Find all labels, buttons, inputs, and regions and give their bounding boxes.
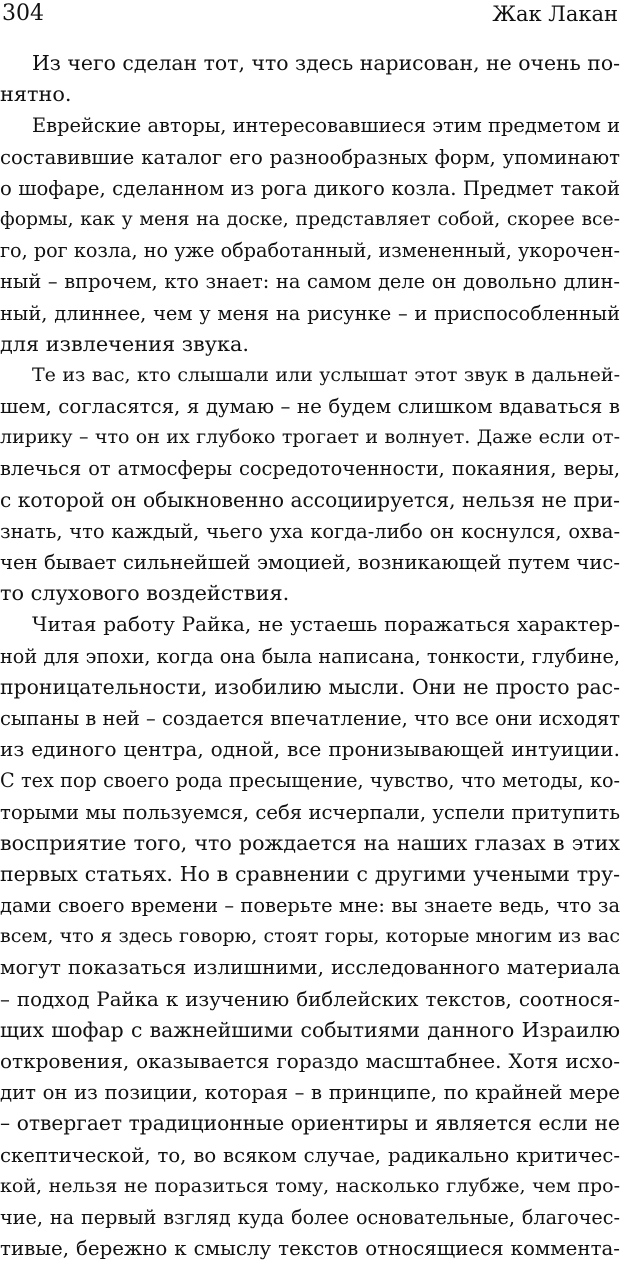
text-line: С тех пор своего рода пресыщение, чувство, что методы, ко- — [0, 769, 620, 793]
text-line: лирику – что он их глубоко трогает и волнует. Даже если от- — [0, 426, 620, 449]
text-line: составившие каталог его разнообразных форм, упоминают — [0, 145, 620, 169]
body-text — [0, 48, 620, 1264]
text-line: шем, согласятся, я думаю – не будем слишком вдаваться в — [0, 395, 620, 419]
text-line: нятно. — [0, 82, 72, 107]
text-line: тивые, бережно к смыслу текстов относящиеся коммента- — [0, 1237, 620, 1261]
text-line: – отвергает традиционные ориентиры и является если не — [0, 1111, 620, 1136]
text-line: ный, длиннее, чем у меня на рисунке – и приспособленный — [0, 301, 620, 325]
text-line: чен бывает сильнейшей эмоцией, возникающей путем чис- — [0, 551, 620, 574]
text-line: то слухового воздействия. — [0, 581, 290, 606]
page-header — [0, 0, 620, 30]
text-line: кой, нельзя не поразиться тому, насколько глубже, чем про- — [0, 1174, 620, 1197]
text-line: проницательности, изобилию мысли. Они не просто рас- — [0, 674, 620, 699]
text-line: о шофаре, сделанном из рога дикого козла. Предмет такой — [0, 176, 620, 200]
text-line: знать, что каждый, чьего уха когда-либо он коснулся, охва- — [0, 519, 620, 543]
text-line: откровения, оказывается гораздо масштабнее. Хотя исхо- — [0, 1049, 620, 1073]
text-line: первых статьях. Но в сравнении с другими учеными тру- — [0, 861, 620, 886]
text-line: дит он из позиции, которая – в принципе, по крайней мере — [0, 1081, 620, 1105]
text-line: ной для эпохи, когда она была написана, тонкости, глубине, — [0, 644, 620, 668]
text-line: сыпаны в ней – создается впечатление, что все они исходят — [0, 706, 620, 730]
text-line: восприятие того, что рождается на наших глазах в этих — [0, 830, 620, 855]
text-line: Еврейские авторы, интересовавшиеся этим предметом и — [32, 114, 620, 138]
page-number: 304 — [2, 1, 44, 26]
text-line: го, рог козла, но уже обработанный, измененный, укорочен- — [0, 239, 620, 263]
text-line: скептической, то, во всяком случае, радикально критичес- — [0, 1143, 620, 1167]
text-line: с которой он обыкновенно ассоциируется, нельзя не при- — [0, 487, 620, 512]
text-line: для извлечения звука. — [0, 331, 249, 356]
text-line: всем, что я здесь говорю, стоят горы, которые многим из вас — [0, 925, 620, 948]
text-line: влечься от атмосферы сосредоточенности, покаяния, веры, — [0, 457, 620, 481]
text-line: ный – впрочем, кто знает: на самом деле он довольно длин- — [0, 270, 620, 294]
text-line: чие, на первый взгляд куда более основательные, благочес- — [0, 1205, 620, 1229]
running-head-author: Жак Лакан — [492, 2, 618, 26]
text-line: торыми мы пользуемся, себя исчерпали, успели притупить — [0, 800, 620, 824]
text-line: Те из вас, кто слышали или услышат этот звук в дальней- — [32, 363, 620, 386]
text-line: дами своего времени – поверьте мне: вы знаете ведь, что за — [0, 894, 620, 918]
text-line: из единого центра, одной, все пронизывающей интуиции. — [0, 737, 620, 762]
text-line: – подход Райка к изучению библейских текстов, соотнося- — [0, 987, 620, 1011]
text-line: Читая работу Райка, не устаешь поражаться характер- — [32, 612, 620, 637]
text-line: могут показаться излишними, исследованного материала — [0, 955, 620, 980]
text-line: формы, как у меня на доске, представляет собой, скорее все- — [0, 208, 620, 230]
text-line: Из чего сделан тот, что здесь нарисован, не очень по- — [32, 51, 620, 75]
text-line: щих шофар с важнейшими событиями данного Израилю — [0, 1017, 620, 1042]
